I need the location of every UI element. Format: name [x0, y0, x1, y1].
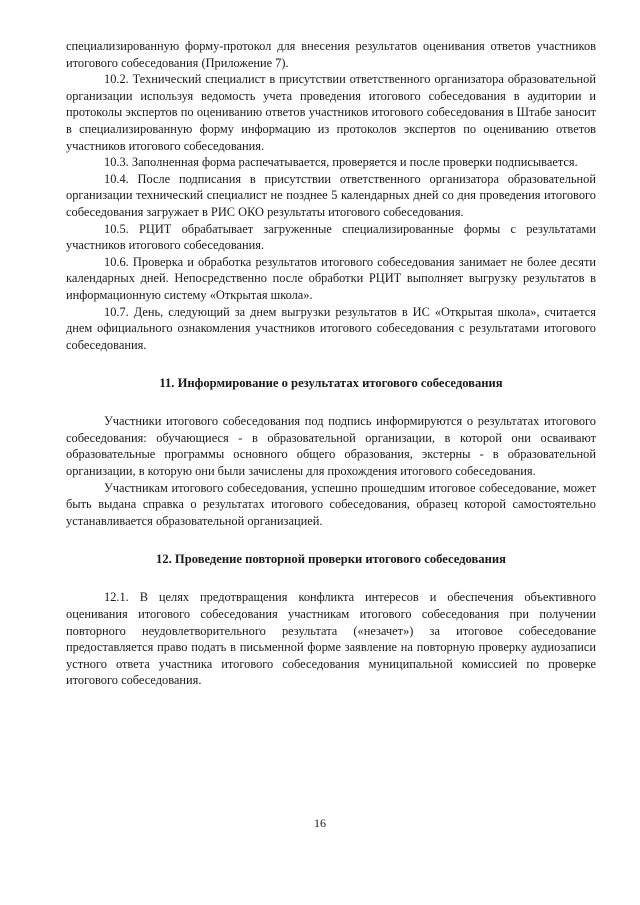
section-12-heading: 12. Проведение повторной проверки итогового собеседования [156, 552, 506, 567]
paragraph: Участники итогового собеседования под подпись информируются о результатах итогового собеседования: обучающиеся - в образовательной организации, в которой они осваивают образовательные программы основного общего образования, экстерны - в образовательной организации, в которую они были зачислены для прохождения итогового собеседования. [66, 414, 596, 479]
paragraph: 10.5. РЦИТ обрабатывает загруженные специализированные формы с результатами участников итогового собеседования. [66, 221, 596, 253]
paragraph: 10.2. Технический специалист в присутствии ответственного организатора образовательной организации используя ведомость учета проведения итогового собеседования в аудитории и протоколы экспертов по оцениванию ответов участников итогового собеседования в Штабе заносит в специализированную форму информацию из протоколов экспертов по оцениванию ответов участников итогового собеседования. [66, 72, 596, 153]
section-11-body [66, 413, 596, 529]
paragraph: 12.1. В целях предотвращения конфликта интересов и обеспечения объективного оценивания итогового собеседования участникам итогового собеседования при получении повторного неудовлетворительного результата («незачет») за итоговое собеседование предоставляется право подать в письменной форме заявление на повторную проверку аудиозаписи устного ответа участника итогового собеседования муниципальной комиссией по проверке итогового собеседования. [66, 590, 596, 688]
top-paragraphs [66, 38, 596, 353]
page-number: 16 [314, 816, 326, 830]
paragraph: 10.4. После подписания в присутствии ответственного организатора образовательной организации технический специалист не позднее 5 календарных дней со дня проведения итогового собеседования загружает в РИС ОКО результаты итогового собеседования. [66, 171, 596, 219]
paragraph: Участникам итогового собеседования, успешно прошедшим итоговое собеседование, может быть выдана справка о результатах итогового собеседования, образец которой самостоятельно устанавливается образовательной организацией. [66, 480, 596, 528]
section-11-heading: 11. Информирование о результатах итогового собеседования [159, 376, 503, 391]
paragraph: специализированную форму-протокол для внесения результатов оценивания ответов участников итогового собеседования (Приложение 7). [66, 39, 596, 70]
paragraph: 10.6. Проверка и обработка результатов итогового собеседования занимает не более десяти календарных дней. Непосредственно после обработки РЦИТ выполняет выгрузку результатов в информационную систему «Открытая школа». [66, 254, 596, 302]
paragraph: 10.7. День, следующий за днем выгрузки результатов в ИС «Открытая школа», считается днем официального ознакомления участников итогового собеседования с результатами итогового собеседования. [66, 304, 596, 352]
paragraph: 10.3. Заполненная форма распечатывается, проверяется и после проверки подписывается. [104, 155, 578, 170]
section-12-body [66, 589, 596, 689]
